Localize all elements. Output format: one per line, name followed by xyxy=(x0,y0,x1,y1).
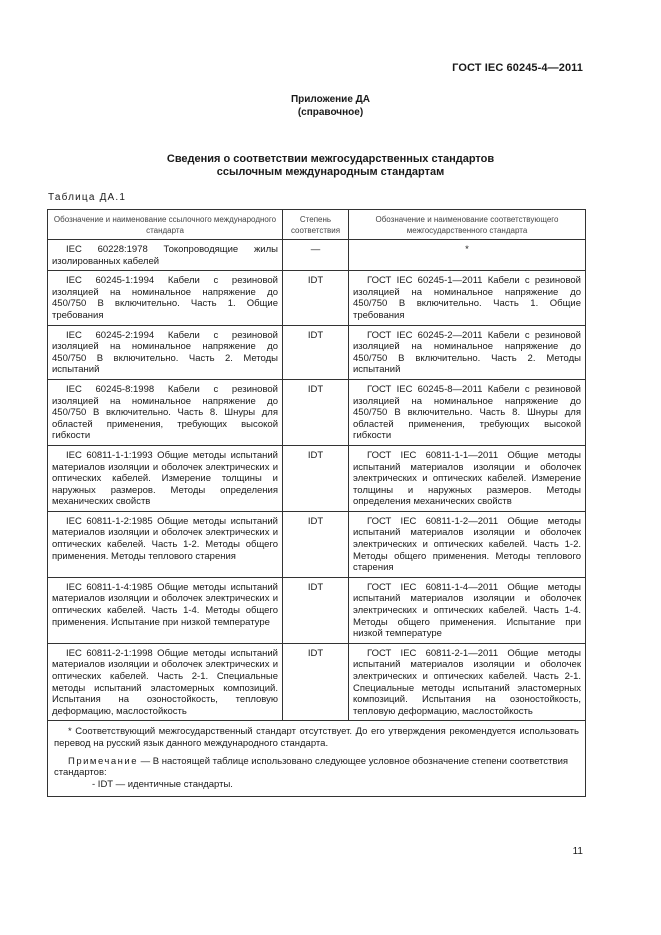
correspondence-table xyxy=(47,209,586,797)
table-notes-row xyxy=(48,721,586,797)
gost-standard-cell: ГОСТ IEC 60811-1-4—2011 Общие методы испытаний материалов изоляции и оболочек электрических и оптических кабелей. Часть 1-4. Методы общего применения. Испытание при низкой температуре xyxy=(349,577,586,643)
degree-cell: IDT xyxy=(283,643,349,721)
table-row xyxy=(48,643,586,721)
intl-standard-cell: IEC 60811-2-1:1998 Общие методы испытаний материалов изоляции и оболочек электрических и оптических кабелей. Часть 2-1. Специальные методы испытаний эластомерных композиций. Испытания на озоностойкость, тепловую деформацию, маслостойкость xyxy=(48,643,283,721)
gost-standard-cell: ГОСТ IEC 60245-1—2011 Кабели с резиновой изоляцией на номинальное напряжение до 450/750 В включительно. Часть 1. Общие требования xyxy=(349,271,586,325)
table-caption: Таблица ДА.1 xyxy=(48,192,127,203)
gost-standard-cell: ГОСТ IEC 60245-8—2011 Кабели с резиновой изоляцией на номинальное напряжение до 450/750 В включительно. Часть 8. Шнуры для областей применения, требующих высокой гибкости xyxy=(349,379,586,445)
degree-cell: IDT xyxy=(283,445,349,511)
appendix-subtitle: (справочное) xyxy=(297,107,364,118)
table-row xyxy=(48,577,586,643)
table-row xyxy=(48,240,586,271)
degree-cell: — xyxy=(283,240,349,271)
note-text: — В настоящей таблице использовано следующее условное обозначение степени соответствия стандартов: xyxy=(54,755,569,779)
gost-standard-cell: ГОСТ IEC 60811-2-1—2011 Общие методы испытаний материалов изоляции и оболочек электрических и оптических кабелей. Часть 2-1. Специальные методы испытаний эластомерных композиций. Испытания на озоностойкость, тепловую деформацию, маслостойкость xyxy=(349,643,586,721)
gost-standard-cell: ГОСТ IEC 60245-2—2011 Кабели с резиновой изоляцией на номинальное напряжение до 450/750 В включительно. Часть 2. Методы испытаний xyxy=(349,325,586,379)
table-row xyxy=(48,445,586,511)
appendix-heading xyxy=(0,93,661,119)
table-notes xyxy=(48,721,586,797)
appendix-title: Приложение ДА xyxy=(290,94,371,105)
header-gost-standard: Обозначение и наименование соответствующего межгосударственного стандарта xyxy=(349,210,586,240)
intl-standard-cell: IEC 60245-1:1994 Кабели с резиновой изоляцией на номинальное напряжение до 450/750 В включительно. Часть 1. Общие требования xyxy=(48,271,283,325)
header-intl-standard: Обозначение и наименование ссылочного международного стандарта xyxy=(48,210,283,240)
section-title xyxy=(0,153,661,179)
gost-standard-cell: ГОСТ IEC 60811-1-2—2011 Общие методы испытаний материалов изоляции и оболочек электрических и оптических кабелей. Часть 1-2. Методы общего применения. Методы теплового старения xyxy=(349,511,586,577)
table-header-row xyxy=(48,210,586,240)
document-code-header: ГОСТ IEC 60245-4—2011 xyxy=(452,62,583,74)
intl-standard-cell: IEC 60811-1-2:1985 Общие методы испытаний материалов изоляции и оболочек электрических и оптических кабелей. Часть 1-2. Методы общего применения. Методы теплового старения xyxy=(48,511,283,577)
intl-standard-cell: IEC 60811-1-1:1993 Общие методы испытаний материалов изоляции и оболочек электрических и оптических кабелей. Измерение толщины и наружных размеров. Методы определения механических свойств xyxy=(48,445,283,511)
intl-standard-cell: IEC 60811-1-4:1985 Общие методы испытаний материалов изоляции и оболочек электрических и оптических кабелей. Часть 1-4. Методы общего применения. Испытание при низкой температуре xyxy=(48,577,283,643)
gost-standard-cell: * xyxy=(349,240,586,271)
intl-standard-cell: IEC 60228:1978 Токопроводящие жилы изолированных кабелей xyxy=(48,240,283,271)
table-row xyxy=(48,379,586,445)
degree-cell: IDT xyxy=(283,271,349,325)
table-footnote: * Соответствующий межгосударственный стандарт отсутствует. До его утверждения рекомендуется использовать перевод на русский язык данного международного стандарта. xyxy=(54,726,579,749)
degree-cell: IDT xyxy=(283,325,349,379)
header-degree: Степень соответствия xyxy=(283,210,349,240)
intl-standard-cell: IEC 60245-2:1994 Кабели с резиновой изоляцией на номинальное напряжение до 450/750 В включительно. Часть 2. Методы испытаний xyxy=(48,325,283,379)
intl-standard-cell: IEC 60245-8:1998 Кабели с резиновой изоляцией на номинальное напряжение до 450/750 В включительно. Часть 8. Шнуры для областей применения, требующих высокой гибкости xyxy=(48,379,283,445)
section-title-line2: ссылочным международным стандартам xyxy=(216,166,445,178)
table-row xyxy=(48,325,586,379)
table-row xyxy=(48,511,586,577)
degree-cell: IDT xyxy=(283,577,349,643)
page-number: 11 xyxy=(572,846,583,857)
gost-standard-cell: ГОСТ IEC 60811-1-1—2011 Общие методы испытаний материалов изоляции и оболочек электрических и оптических кабелей. Измерение толщины и наружных размеров. Методы определения механических свойств xyxy=(349,445,586,511)
table-note xyxy=(54,756,579,779)
degree-cell: IDT xyxy=(283,379,349,445)
note-label: Примечание xyxy=(68,755,138,767)
table-row xyxy=(48,271,586,325)
note-legend: - IDT — идентичные стандарты. xyxy=(92,778,233,790)
section-title-line1: Сведения о соответствии межгосударственных стандартов xyxy=(166,153,495,165)
degree-cell: IDT xyxy=(283,511,349,577)
